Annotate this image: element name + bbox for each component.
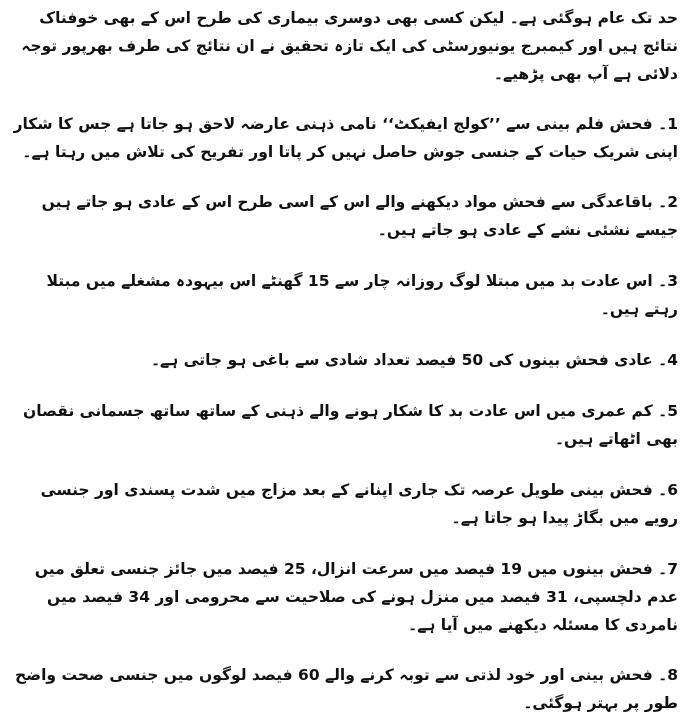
point-8: 8۔ فحش بینی اور خود لذتی سے توبہ کرنے والے 60 فیصد لوگوں میں جنسی صحت واضح طور پر بہتر ہوگئی۔ [14,666,678,712]
point-7: 7۔ فحش بینوں میں 19 فیصد میں سرعت انزال، 25 فیصد میں جائز جنسی تعلق میں عدم دلچسپی، 31 فیصد میں منزل ہونے کی صلاحیت سے محرومی اور 34 فیصد میں نامردی کا مسئلہ دیکھنے میں آیا ہے۔ [34,560,678,634]
point-6: 6۔ فحش بینی طویل عرصہ تک جاری اپنانے کے بعد مزاج میں شدت پسندی اور جنسی رویے میں بگاڑ پیدا ہو جاتا ہے۔ [40,481,678,527]
point-4: 4۔ عادی فحش بینوں کی 50 فیصد تعداد شادی سے باغی ہو جاتی ہے۔ [150,351,678,369]
point-3: 3۔ اس عادت بد میں مبتلا لوگ روزانہ چار سے 15 گھنٹے اس بیہودہ مشغلے میں مبتلا رہتے ہیں۔ [46,272,678,318]
point-1: 1۔ فحش فلم بینی سے ’’کولج ایفیکٹ‘‘ نامی ذہنی عارضہ لاحق ہو جاتا ہے جس کا شکار اپنی شریک حیات کے جنسی جوش حاصل نہیں کر پاتا اور تفریح کی تلاش میں رہتا ہے۔ [13,115,678,161]
point-2: 2۔ باقاعدگی سے فحش مواد دیکھنے والے اس کے اسی طرح اس کے عادی ہو جاتے ہیں جیسے نشئی نشے کے عادی ہو جاتے ہیں۔ [41,193,678,239]
point-5: 5۔ کم عمری میں اس عادت بد کا شکار ہونے والے ذہنی کے ساتھ ساتھ جسمانی نقصان بھی اٹھاتے ہیں۔ [22,402,678,448]
intro-paragraph: حد تک عام ہوگئی ہے۔ لیکن کسی بھی دوسری بیماری کی طرح اس کے بھی خوفناک نتائج ہیں اور کیمبرج یونیورسٹی کی ایک تازہ تحقیق نے ان نتائج کی طرف بھرپور توجہ دلائی ہے آپ بھی پڑھیے۔ [21,9,678,83]
